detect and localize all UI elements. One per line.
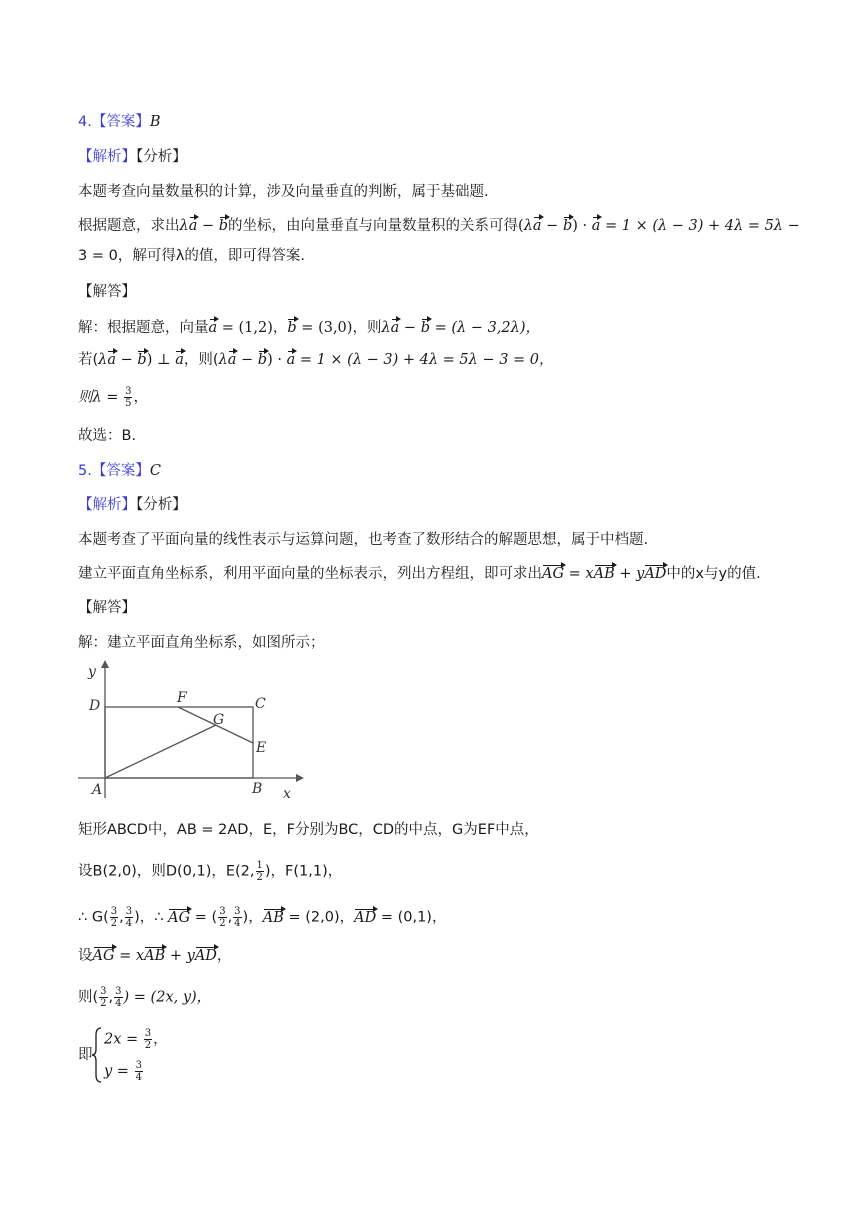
- q4-sol2-c: ，则(: [183, 352, 219, 368]
- q5-line2-d: 中的x与y的值.: [666, 566, 761, 582]
- q5-let-a: 设: [78, 948, 93, 964]
- q5-analysis-heading: [78, 495, 187, 515]
- q4-sol1: 解：根据题意，向量a = (1,2)，b = (3,0)，则λa − b = (λ − 3,2λ)，: [78, 320, 540, 336]
- q4-line2-b: 的坐标，由向量垂直与向量数量积的关系可得: [228, 218, 519, 234]
- q4-line3: 3 = 0，解可得λ的值，即可得答案.: [78, 248, 306, 264]
- label-d: D: [89, 698, 101, 714]
- q4-sol1-c: = (3,0)，则: [296, 320, 382, 336]
- q5-set-line: [78, 860, 342, 883]
- q4-line2: 根据题意，求出λa − b的坐标，由向量垂直与向量数量积的关系可得(λa − b) · a = 1 × (λ − 3) + 4λ = 5λ −: [78, 218, 800, 234]
- q4-answer-tag: 【答案】: [91, 114, 150, 130]
- vector-a: a: [188, 218, 198, 234]
- label-c: C: [255, 696, 266, 712]
- q4-analysis-heading: [78, 147, 187, 167]
- label-x: x: [283, 786, 291, 800]
- q4-line2-a: 根据题意，求出: [78, 218, 180, 234]
- coordinate-figure: [74, 660, 304, 800]
- frac-den: 2: [219, 918, 226, 929]
- q4-sol3-a: 则λ =: [78, 389, 124, 406]
- q5-number: 5.: [78, 463, 92, 479]
- q5-set-b: )，F(1,1)，: [264, 863, 343, 880]
- q4-answer: B: [149, 114, 161, 130]
- q4-jieda-tag: 【解答】: [78, 284, 136, 300]
- q4-sol3: [78, 386, 148, 409]
- q5-analysis-tag: 【解析】: [78, 497, 136, 513]
- fraction: [233, 906, 241, 929]
- q4-sol1-a: 解：根据题意，向量: [78, 320, 209, 336]
- q5-line2-c: + y: [614, 566, 645, 582]
- label-y: y: [88, 664, 96, 680]
- frac-num: 3: [219, 906, 226, 917]
- q4-intro: 本题考查向量数量积的计算，涉及向量垂直的判断，属于基础题.: [78, 184, 489, 200]
- frac-num: 3: [234, 906, 241, 917]
- label-e: E: [256, 740, 267, 756]
- q5-let-b: = x: [114, 948, 145, 964]
- eq2-a: y =: [104, 1063, 134, 1080]
- q5-fenxi-tag: 【分析】: [136, 497, 187, 513]
- q5-g-e: = (2,0)，: [283, 909, 355, 926]
- y-arrow-icon: [101, 660, 109, 668]
- q4-heading: [78, 112, 161, 132]
- eq1-b: ，: [153, 1031, 168, 1048]
- fraction: [135, 1060, 143, 1083]
- q5-g-d: )，: [242, 909, 263, 926]
- fraction-1-2: [256, 860, 264, 883]
- frac-num: 3: [144, 1028, 152, 1039]
- fraction: [110, 906, 118, 929]
- frac-num: 1: [256, 860, 263, 871]
- fraction: [125, 906, 133, 929]
- q4-number: 4.: [78, 114, 92, 130]
- q5-ji: 即: [78, 1047, 93, 1063]
- q5-intro: 本题考查了平面向量的线性表示与运算问题，也考查了数形结合的解题思想，属于中档题.: [78, 532, 649, 548]
- frac-den: 2: [100, 998, 107, 1009]
- frac-den: 4: [125, 918, 133, 929]
- frac-num: 3: [110, 906, 118, 917]
- q4-sol1-b: = (1,2)，: [217, 320, 288, 336]
- fraction: [144, 1028, 152, 1051]
- frac-num: 3: [125, 906, 133, 917]
- q4-sol3-b: ，: [133, 389, 148, 406]
- label-g: G: [213, 712, 225, 728]
- eq1-a: 2x =: [104, 1031, 143, 1048]
- q5-then-a: 则(: [78, 989, 99, 1006]
- frac-num: 3: [135, 1060, 142, 1071]
- q4-sol2-d: = 1 × (λ − 3) + 4λ = 5λ − 3 = 0，: [295, 352, 554, 368]
- x-arrow-icon: [296, 774, 304, 782]
- frac-den: 5: [125, 398, 132, 409]
- frac-den: 2: [144, 1040, 152, 1051]
- equation-1: [104, 1028, 168, 1051]
- q4-sol4: 故选：B.: [78, 428, 137, 444]
- q5-g-a: ∴ G(: [78, 909, 109, 926]
- frac-den: 2: [256, 872, 263, 883]
- frac-den: 2: [110, 918, 118, 929]
- system-brace-icon: [92, 1027, 102, 1083]
- frac-den: 4: [135, 1072, 142, 1083]
- q5-then-b: ) = (2x, y)，: [123, 989, 212, 1006]
- vector-b: b: [218, 218, 229, 234]
- frac-num: 3: [115, 986, 122, 997]
- q5-line2: 建立平面直角坐标系，利用平面向量的坐标表示，列出方程组，即可求出AG = xAB + yAD中的x与y的值.: [78, 566, 761, 582]
- q5-set-a: 设B(2,0)，则D(0,1)，E(2,: [78, 863, 255, 880]
- fraction: [114, 986, 122, 1009]
- q5-answer-tag: 【答案】: [91, 463, 150, 479]
- q4-sol1-d: = (λ − 3,2λ)，: [429, 320, 540, 336]
- q5-jieda-tag: 【解答】: [78, 600, 136, 616]
- q5-g-c: = (: [190, 909, 218, 926]
- equation-2: [104, 1060, 144, 1083]
- q5-let-line: 设AG = xAB + yAD，: [78, 948, 232, 964]
- q5-let-d: ，: [216, 948, 232, 964]
- frac-num: 3: [125, 386, 132, 397]
- q5-g-b: )，∴: [134, 909, 169, 926]
- q5-answer: C: [149, 463, 161, 479]
- fraction: [99, 986, 107, 1009]
- q5-g-f: = (0,1)，: [376, 909, 447, 926]
- segment-ag: [105, 725, 216, 778]
- q5-let-c: + y: [165, 948, 195, 964]
- q4-analysis-tag: 【解析】: [78, 149, 136, 165]
- q5-g-line: ∴ G( $\frac{3}{2}$ , $\frac{3}{4}$ )，∴ AG = ( $\frac{3}{2}$ , $\frac{3}{4}$ )，AB = (2,0)，AD = (0,1)，: [78, 906, 447, 929]
- frac-den: 4: [234, 918, 241, 929]
- q5-then-line: 则( $\frac{3}{2}$ , $\frac{3}{4}$ ) = (2x, y)，: [78, 986, 212, 1009]
- fraction-3-5: [124, 386, 132, 409]
- label-f: F: [177, 690, 187, 706]
- q5-sol1: 解：建立平面直角坐标系，如图所示；: [78, 635, 325, 651]
- q4-fenxi-tag: 【分析】: [136, 149, 187, 165]
- label-a: A: [92, 782, 103, 798]
- q4-sol2-a: 若(: [78, 352, 99, 368]
- q5-heading: [78, 461, 161, 481]
- q4-sol2-b: ) ⊥: [146, 352, 176, 368]
- frac-num: 3: [100, 986, 107, 997]
- label-b: B: [252, 781, 263, 797]
- fraction: [218, 906, 226, 929]
- q5-line2-b: = x: [564, 566, 594, 582]
- q5-line2-a: 建立平面直角坐标系，利用平面向量的坐标表示，列出方程组，即可求出: [78, 566, 542, 582]
- q4-line2-c: = 1 × (λ − 3) + 4λ = 5λ −: [600, 218, 800, 234]
- frac-den: 4: [115, 998, 122, 1009]
- q4-sol2: 若(λa − b) ⊥ a，则(λa − b) · a = 1 × (λ − 3) + 4λ = 5λ − 3 = 0，: [78, 352, 554, 368]
- q5-rect-line: 矩形ABCD中，AB = 2AD，E，F分别为BC，CD的中点，G为EF中点，: [78, 822, 539, 838]
